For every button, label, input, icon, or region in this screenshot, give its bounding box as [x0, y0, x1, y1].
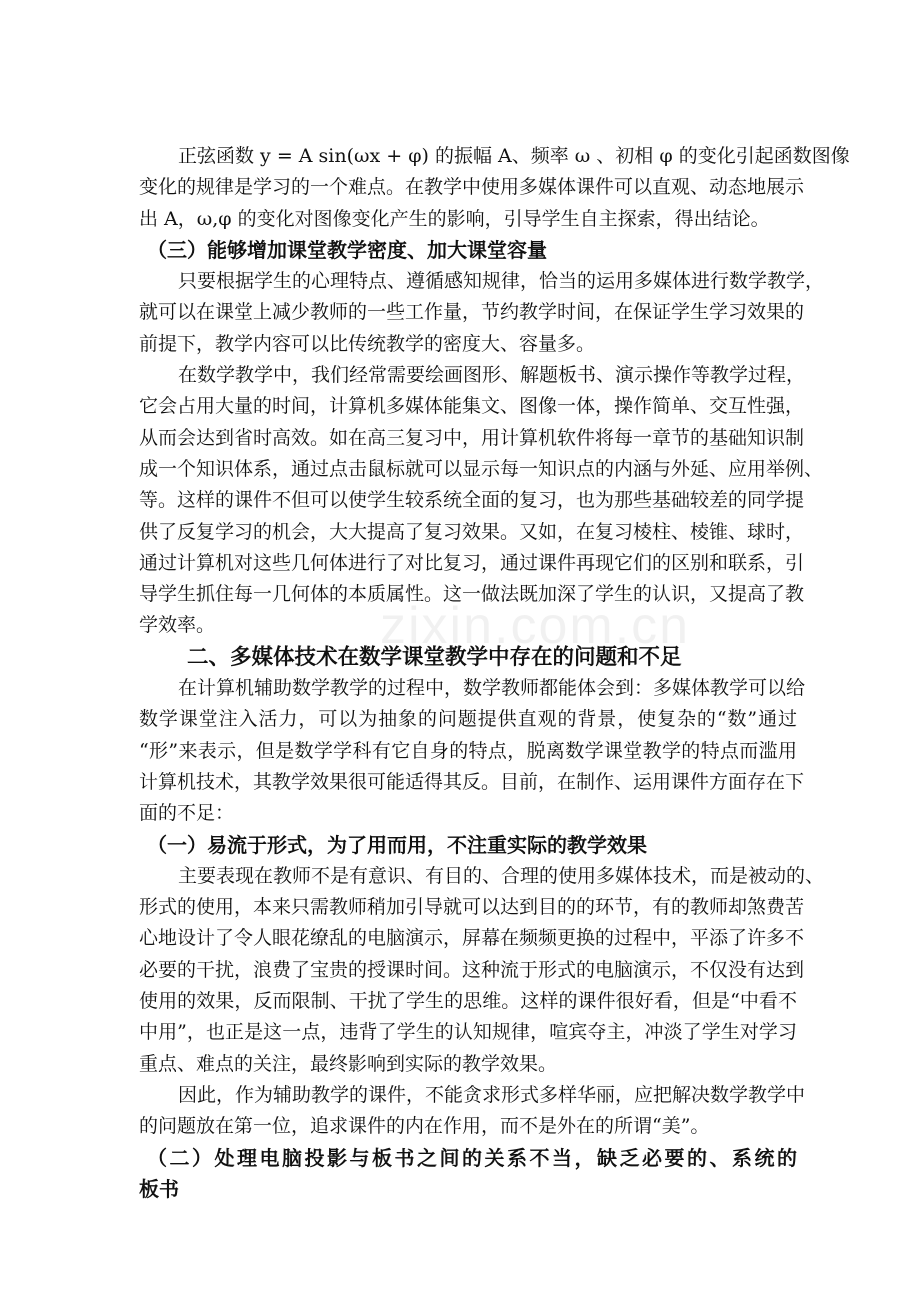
text-line: 变化的规律是学习的一个难点。在教学中使用多媒体课件可以直观、动态地展示 — [139, 176, 805, 199]
paragraph — [139, 861, 825, 1080]
text-line: 成一个知识体系，通过点击鼠标就可以显示每一知识点的内涵与外延、应用举例、 — [139, 457, 824, 480]
text-line: 使用的效果，反而限制、干扰了学生的思维。这样的课件很好看，但是“中看不 — [139, 990, 797, 1013]
text-line: 的问题放在第一位，追求课件的内在作用，而不是外在的所谓“美”。 — [139, 1115, 710, 1138]
text-line: 计算机技术，其教学效果很可能适得其反。目前，在制作、运用课件方面存在下 — [139, 770, 805, 793]
paragraph — [139, 266, 825, 360]
watermark: zixin.com.cn — [380, 597, 691, 655]
text-line: 正弦函数 y = A sin(ωx + φ) 的振幅 A、频率 ω 、初相 φ 的变化引起函数图像 — [178, 145, 850, 167]
text-line: 在计算机辅助数学教学的过程中，数学教师都能体会到：多媒体教学可以给 — [178, 677, 806, 700]
section-heading — [139, 235, 797, 266]
text-line: 就可以在课堂上减少教师的一些工作量，节约教学时间，在保证学生学习效果的 — [139, 301, 805, 324]
text-line: 供了反复学习的机会，大大提高了复习效果。又如，在复习棱柱、棱锥、球时， — [139, 520, 805, 543]
section-heading — [139, 830, 797, 861]
text-line: 出 A，ω,φ 的变化对图像变化产生的影响，引导学生自主探索，得出结论。 — [139, 207, 770, 230]
text-line: 板书 — [139, 1176, 179, 1201]
text-line: 等。这样的课件不但可以使学生较系统全面的复习，也为那些基础较差的同学提 — [139, 489, 805, 512]
text-line: 从而会达到省时高效。如在高三复习中，用计算机软件将每一章节的基础知识制 — [139, 426, 805, 449]
text-line: 它会占用大量的时间，计算机多媒体能集文、图像一体，操作简单、交互性强， — [139, 395, 805, 418]
text-line: 在数学教学中，我们经常需要绘画图形、解题板书、演示操作等教学过程， — [178, 364, 806, 387]
text-line: 前提下，教学内容可以比传统教学的密度大、容量多。 — [139, 332, 596, 355]
text-line: 必要的干扰，浪费了宝贵的授课时间。这种流于形式的电脑演示，不仅没有达到 — [139, 958, 805, 981]
text-line: 中用”，也正是这一点，违背了学生的认知规律，喧宾夺主，冲淡了学生对学习 — [139, 1021, 797, 1044]
text-line: （三）能够增加课堂教学密度、加大课堂容量 — [147, 237, 547, 262]
text-line: “形”来表示，但是数学学科有它自身的特点，脱离数学课堂教学的特点而滥用 — [139, 739, 797, 762]
paragraph — [139, 141, 850, 235]
text-line: 通过计算机对这些几何体进行了对比复习，通过课件再现它们的区别和联系，引 — [139, 551, 805, 574]
text-line: （一）易流于形式，为了用而用，不注重实际的教学效果 — [147, 832, 647, 857]
text-line: 重点、难点的关注，最终影响到实际的教学效果。 — [139, 1052, 558, 1075]
paragraph — [139, 673, 806, 829]
text-line: 主要表现在教师不是有意识、有目的、合理的使用多媒体技术，而是被动的、 — [178, 864, 825, 887]
section-heading — [139, 1143, 797, 1206]
text-line: 因此，作为辅助教学的课件，不能贪求形式多样华丽，应把解决数学教学中 — [178, 1083, 806, 1106]
paragraph — [139, 360, 824, 642]
text-line: 心地设计了令人眼花缭乱的电脑演示，屏幕在频频更换的过程中，平添了许多不 — [139, 927, 805, 950]
text-line: （二）处理电脑投影与板书之间的关系不当，缺乏必要的、系统的 — [147, 1145, 797, 1170]
paragraph — [139, 1080, 806, 1143]
text-line: 面的不足： — [139, 802, 235, 825]
text-line: 形式的使用，本来只需教师稍加引导就可以达到目的的环节，有的教师却煞费苦 — [139, 896, 805, 919]
text-line: 学效率。 — [139, 614, 216, 637]
text-line: 二、多媒体技术在数学课堂教学中存在的问题和不足 — [187, 644, 682, 670]
text-line: 只要根据学生的心理特点、遵循感知规律，恰当的运用多媒体进行数学教学， — [178, 270, 825, 293]
section-heading — [139, 642, 797, 673]
document-body — [139, 141, 850, 1205]
text-line: 数学课堂注入活力，可以为抽象的问题提供直观的背景，使复杂的“数”通过 — [139, 708, 797, 731]
text-line: 导学生抓住每一几何体的本质属性。这一做法既加深了学生的认识，又提高了教 — [139, 583, 805, 606]
